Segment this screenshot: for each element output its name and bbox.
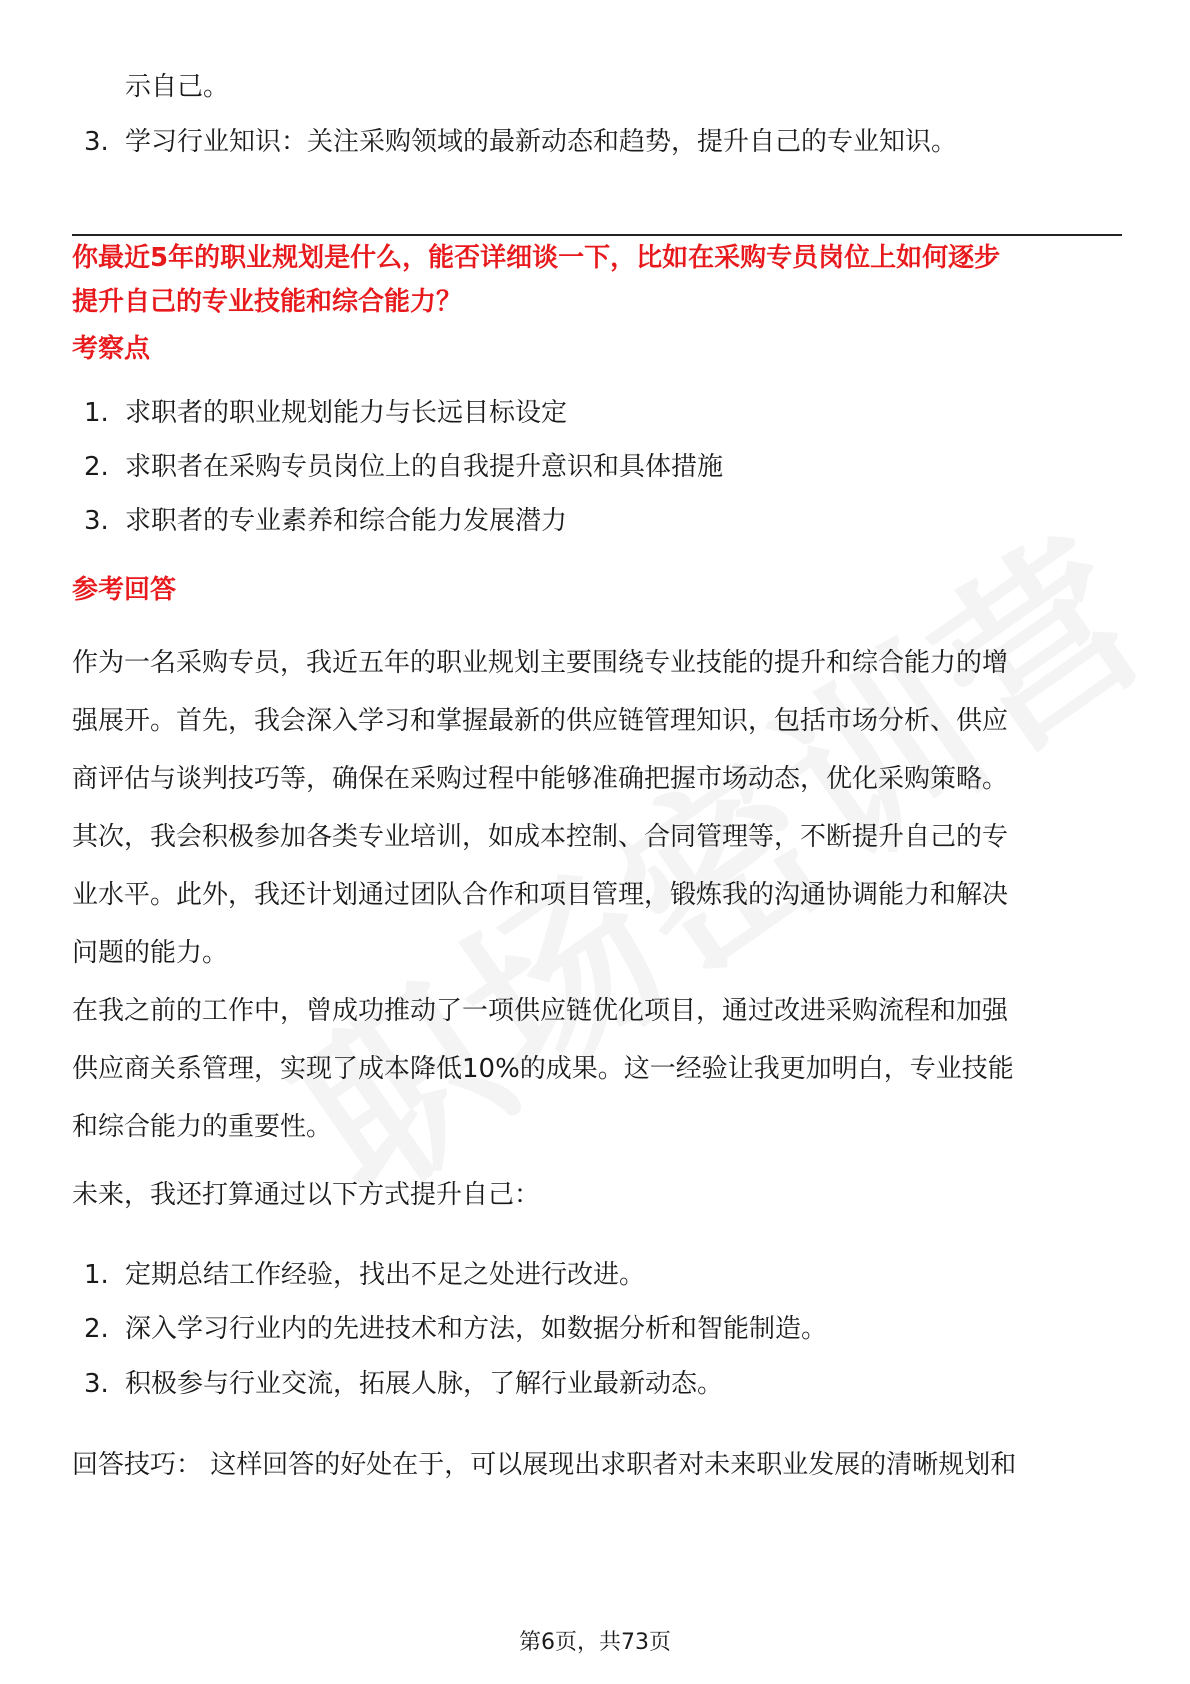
paragraph-line: 其次，我会积极参加各类专业培训，如成本控制、合同管理等，不断提升自己的专	[72, 822, 1009, 852]
list-item-text: 积极参与行业交流，拓展人脉，了解行业最新动态。	[125, 1369, 724, 1399]
answer-paragraph-2	[72, 982, 1122, 1156]
list-item-text: 求职者的专业素养和综合能力发展潜力	[125, 506, 568, 536]
paragraph-line: 供应商关系管理，实现了成本降低10%的成果。这一经验让我更加明白，专业技能	[72, 1054, 1014, 1084]
paragraph-line: 作为一名采购专员，我近五年的职业规划主要围绕专业技能的提升和综合能力的增	[72, 648, 1009, 678]
list-item-text: 定期总结工作经验，找出不足之处进行改进。	[125, 1260, 646, 1290]
paragraph-line: 和综合能力的重要性。	[72, 1112, 333, 1142]
list-item-number: 1.	[84, 1260, 109, 1290]
list-item-text: 求职者在采购专员岗位上的自我提升意识和具体措施	[125, 452, 724, 482]
list-item-number: 3.	[84, 1369, 109, 1399]
paragraph-line: 商评估与谈判技巧等，确保在采购过程中能够准确把握市场动态，优化采购策略。	[72, 764, 1009, 794]
answer-paragraph-1	[72, 634, 1122, 982]
paragraph-line: 业水平。此外，我还计划通过团队合作和项目管理，锻炼我的沟通协调能力和解决	[72, 880, 1009, 910]
list-item-number: 2.	[84, 452, 109, 482]
list-item-text: 深入学习行业内的先进技术和方法，如数据分析和智能制造。	[125, 1314, 828, 1344]
question-line-2: 提升自己的专业技能和综合能力？	[72, 287, 463, 317]
list-item-number: 2.	[84, 1314, 109, 1344]
list-item-number: 3.	[84, 127, 109, 157]
page-footer: 第6页，共73页	[519, 1630, 671, 1655]
continuation-tail: 示自己。	[125, 72, 230, 102]
list-item-text: 学习行业知识：关注采购领域的最新动态和趋势，提升自己的专业知识。	[125, 127, 958, 157]
paragraph-line: 在我之前的工作中，曾成功推动了一项供应链优化项目，通过改进采购流程和加强	[72, 996, 1009, 1026]
answer-heading: 参考回答	[72, 575, 177, 605]
list-item-number: 3.	[84, 506, 109, 536]
question-line-1: 你最近5年的职业规划是什么，能否详细谈一下，比如在采购专员岗位上如何逐步	[72, 243, 1001, 273]
paragraph-line: 强展开。首先，我会深入学习和掌握最新的供应链管理知识，包括市场分析、供应	[72, 706, 1009, 736]
answer-tip: 回答技巧： 这样回答的好处在于，可以展现出求职者对未来职业发展的清晰规划和	[72, 1450, 1017, 1480]
list-item-text: 求职者的职业规划能力与长远目标设定	[125, 398, 568, 428]
answer-paragraph-3: 未来，我还打算通过以下方式提升自己：	[72, 1180, 541, 1210]
kaochadian-heading: 考察点	[72, 334, 151, 364]
paragraph-line: 问题的能力。	[72, 938, 229, 968]
list-item-number: 1.	[84, 398, 109, 428]
